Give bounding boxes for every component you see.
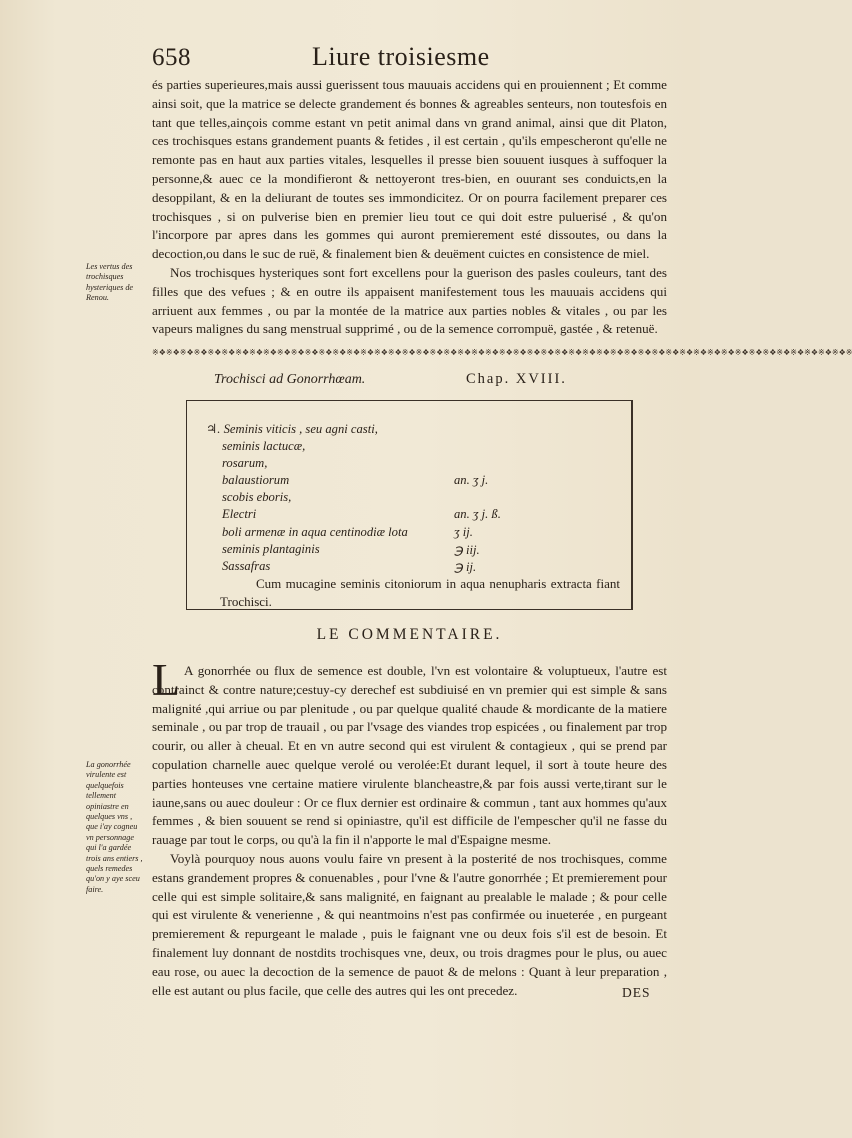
paragraph: és parties superieures,mais aussi guerissent tous mauuais accidens qui en prouiennent ; Et comme ainsi soit, que la matrice se delecte grandement és bonnes & agreables senteurs, non toutesfois en tant que telles,ainçois comme estant vn petit animal dans vn grand animal, ainsi que dit Platon, ces trochisques estans grandement puants & fetides , il est certain , qu'ils empescheront qu'elle ne remonte pas en haut aux parties vitales, lesquelles il presse bien souuent iusques à suffoquer la personne,& auec ce la mondifieront & nettoyeront tres-bien, en ouurant ses conduicts,en la desoppilant, & en la deliurant de toutes ses immondicitez. Or on pourra facilement preparer ces trochisques , si on pulverise bien en premier lieu tout ce qui doit estre puluerisé , & qu'on l'incorpore par apres dans les gommes qui auront premierement esté dissoutes, ou dans la decoction,ou dans le suc de ruë, & finalement bien & deuëment cuictes en consistence de miel. bbox=[152, 77, 667, 262]
catchword: DES bbox=[622, 985, 651, 1000]
chapter-label: Chap. XVIII. bbox=[466, 371, 567, 387]
paragraph: Voylà pourquoy nous auons voulu faire vn present à la posterité de nos trochisques, comme estans grandement propres & conuenables , pour l'vne & l'autre gonorrhée ; Et premierement pour celle qui est simple solitaire,& sans malignité, en faignant au prealable le malade ; & pour celle qui est virulente & venerienne , & qui neantmoins n'est pas confirmée ou inueterée , en purgeant premierement & repurgeant le malade , puis le faignant vne ou deux fois s'il est de besoin. Et finalement luy donnant de nostdits trochisques vne, deux, ou trois dragmes pour le plus, ou auec eau rose, ou auec la decoction de la semence de pauot & de melons : Quant à leur preparation , elle est autant ou plus facile, que celle des autres qui les ont precedez. bbox=[152, 850, 667, 998]
ingredient-name: seminis plantaginis bbox=[222, 542, 320, 556]
ingredient-name: seminis lactucæ, bbox=[222, 439, 306, 453]
ornament-band: ※❖※❖※❖※❖※❖※❖※❖※❖※❖※❖※❖※❖※❖※❖※❖※❖※❖※❖※❖※❖※❖※❖※❖※❖※❖※❖※❖※❖※❖※❖※❖※❖※❖※❖※❖※❖※❖※❖※❖※❖※❖※❖※❖※❖※❖※❖※❖※❖※❖※❖※ bbox=[152, 348, 852, 357]
recipe-title: Trochisci ad Gonorrhœam. bbox=[214, 372, 366, 387]
ingredient-name: scobis eboris, bbox=[222, 490, 292, 504]
ingredient-name: boli armenæ in aqua centinodiæ lota bbox=[222, 525, 408, 539]
paragraph: A gonorrhée ou flux de semence est double, l'vn est volontaire & voluptueux, l'autre est contrainct & contre nature;cestuy-cy derechef est subdiuisé en vn premier qui est simple & sans malignité ,qui arriue ou par plenitude , ou par quelque qualité chaude & mordicante de la matiere seminale , ou par trop de trauail , ou par l'vsage des viandes trop espicées , ou finalement par trop courir, ou aller à cheual. Et en vn autre second qui est virulent & contagieux , qui se prend par copulation charnelle auec quelque verolé ou verolée:Et durant lequel, il sort à toute heure des parties honteuses vne certaine matiere virulente blancheastre,& par fois aussi verte,tirant sur le iaune,sans ou auec douleur : Or ce flux dernier est ordinaire & commun , tant aux hommes qu'aux femmes , & bien souuent se rend si opiniastre, qu'il est difficile de l'empescher qu'il ne fasse du rauage par tout le corps, ou qu'à la fin il n'apporte le mal d'Espaigne mesme. bbox=[152, 663, 667, 848]
recipe-instruction: Cum mucagine seminis citoniorum in aqua nenupharis extracta fiant Trochisci. bbox=[220, 576, 620, 609]
ingredient-amount: ʒ ij. bbox=[454, 525, 473, 539]
ingredient-name: Sassafras bbox=[222, 559, 271, 573]
running-head: Liure troisiesme bbox=[312, 42, 490, 71]
ingredient-amount: ℈ iij. bbox=[454, 543, 480, 557]
page-number: 658 bbox=[152, 44, 191, 71]
commentary-title: LE COMMENTAIRE. bbox=[316, 626, 503, 643]
ingredient-amount: ℈ ij. bbox=[454, 560, 477, 574]
ingredient-name: Electri bbox=[222, 507, 257, 521]
margin-note: Les vertus des trochisques hysteriques de Renou. bbox=[86, 262, 134, 303]
commentary-block bbox=[152, 654, 667, 1000]
ingredient-name: ♃. Seminis viticis , seu agni casti, bbox=[206, 422, 378, 436]
ingredient-name: balaustiorum bbox=[222, 473, 290, 487]
top-text-block bbox=[152, 76, 667, 339]
drop-cap: L bbox=[152, 654, 181, 705]
ingredient-amount: an. ʒ j. bbox=[454, 473, 489, 487]
paragraph: Nos trochisques hysteriques sont fort excellens pour la guerison des pasles couleurs, tant des filles que des vefues ; & en outre ils appaisent manifestement tous les mauuais accidens qui arriuent aux femmes , ou par la montée de la matrice aux parties nobles & vitales , ou par les vapeurs malignes du sang menstrual supprimé , ou de la semence corrompuë, gastée , & retenuë. bbox=[152, 264, 667, 337]
margin-note: La gonorrhée virulente est quelquefois tellement opiniastre en quelques vns , que i'ay cogneu vn personnage qui l'a gardée trois ans entiers , quels remedes qu'on y aye sceu faire. bbox=[86, 760, 143, 894]
ingredient-amount: an. ʒ j. ß. bbox=[454, 507, 501, 521]
ingredient-name: rosarum, bbox=[222, 456, 268, 470]
